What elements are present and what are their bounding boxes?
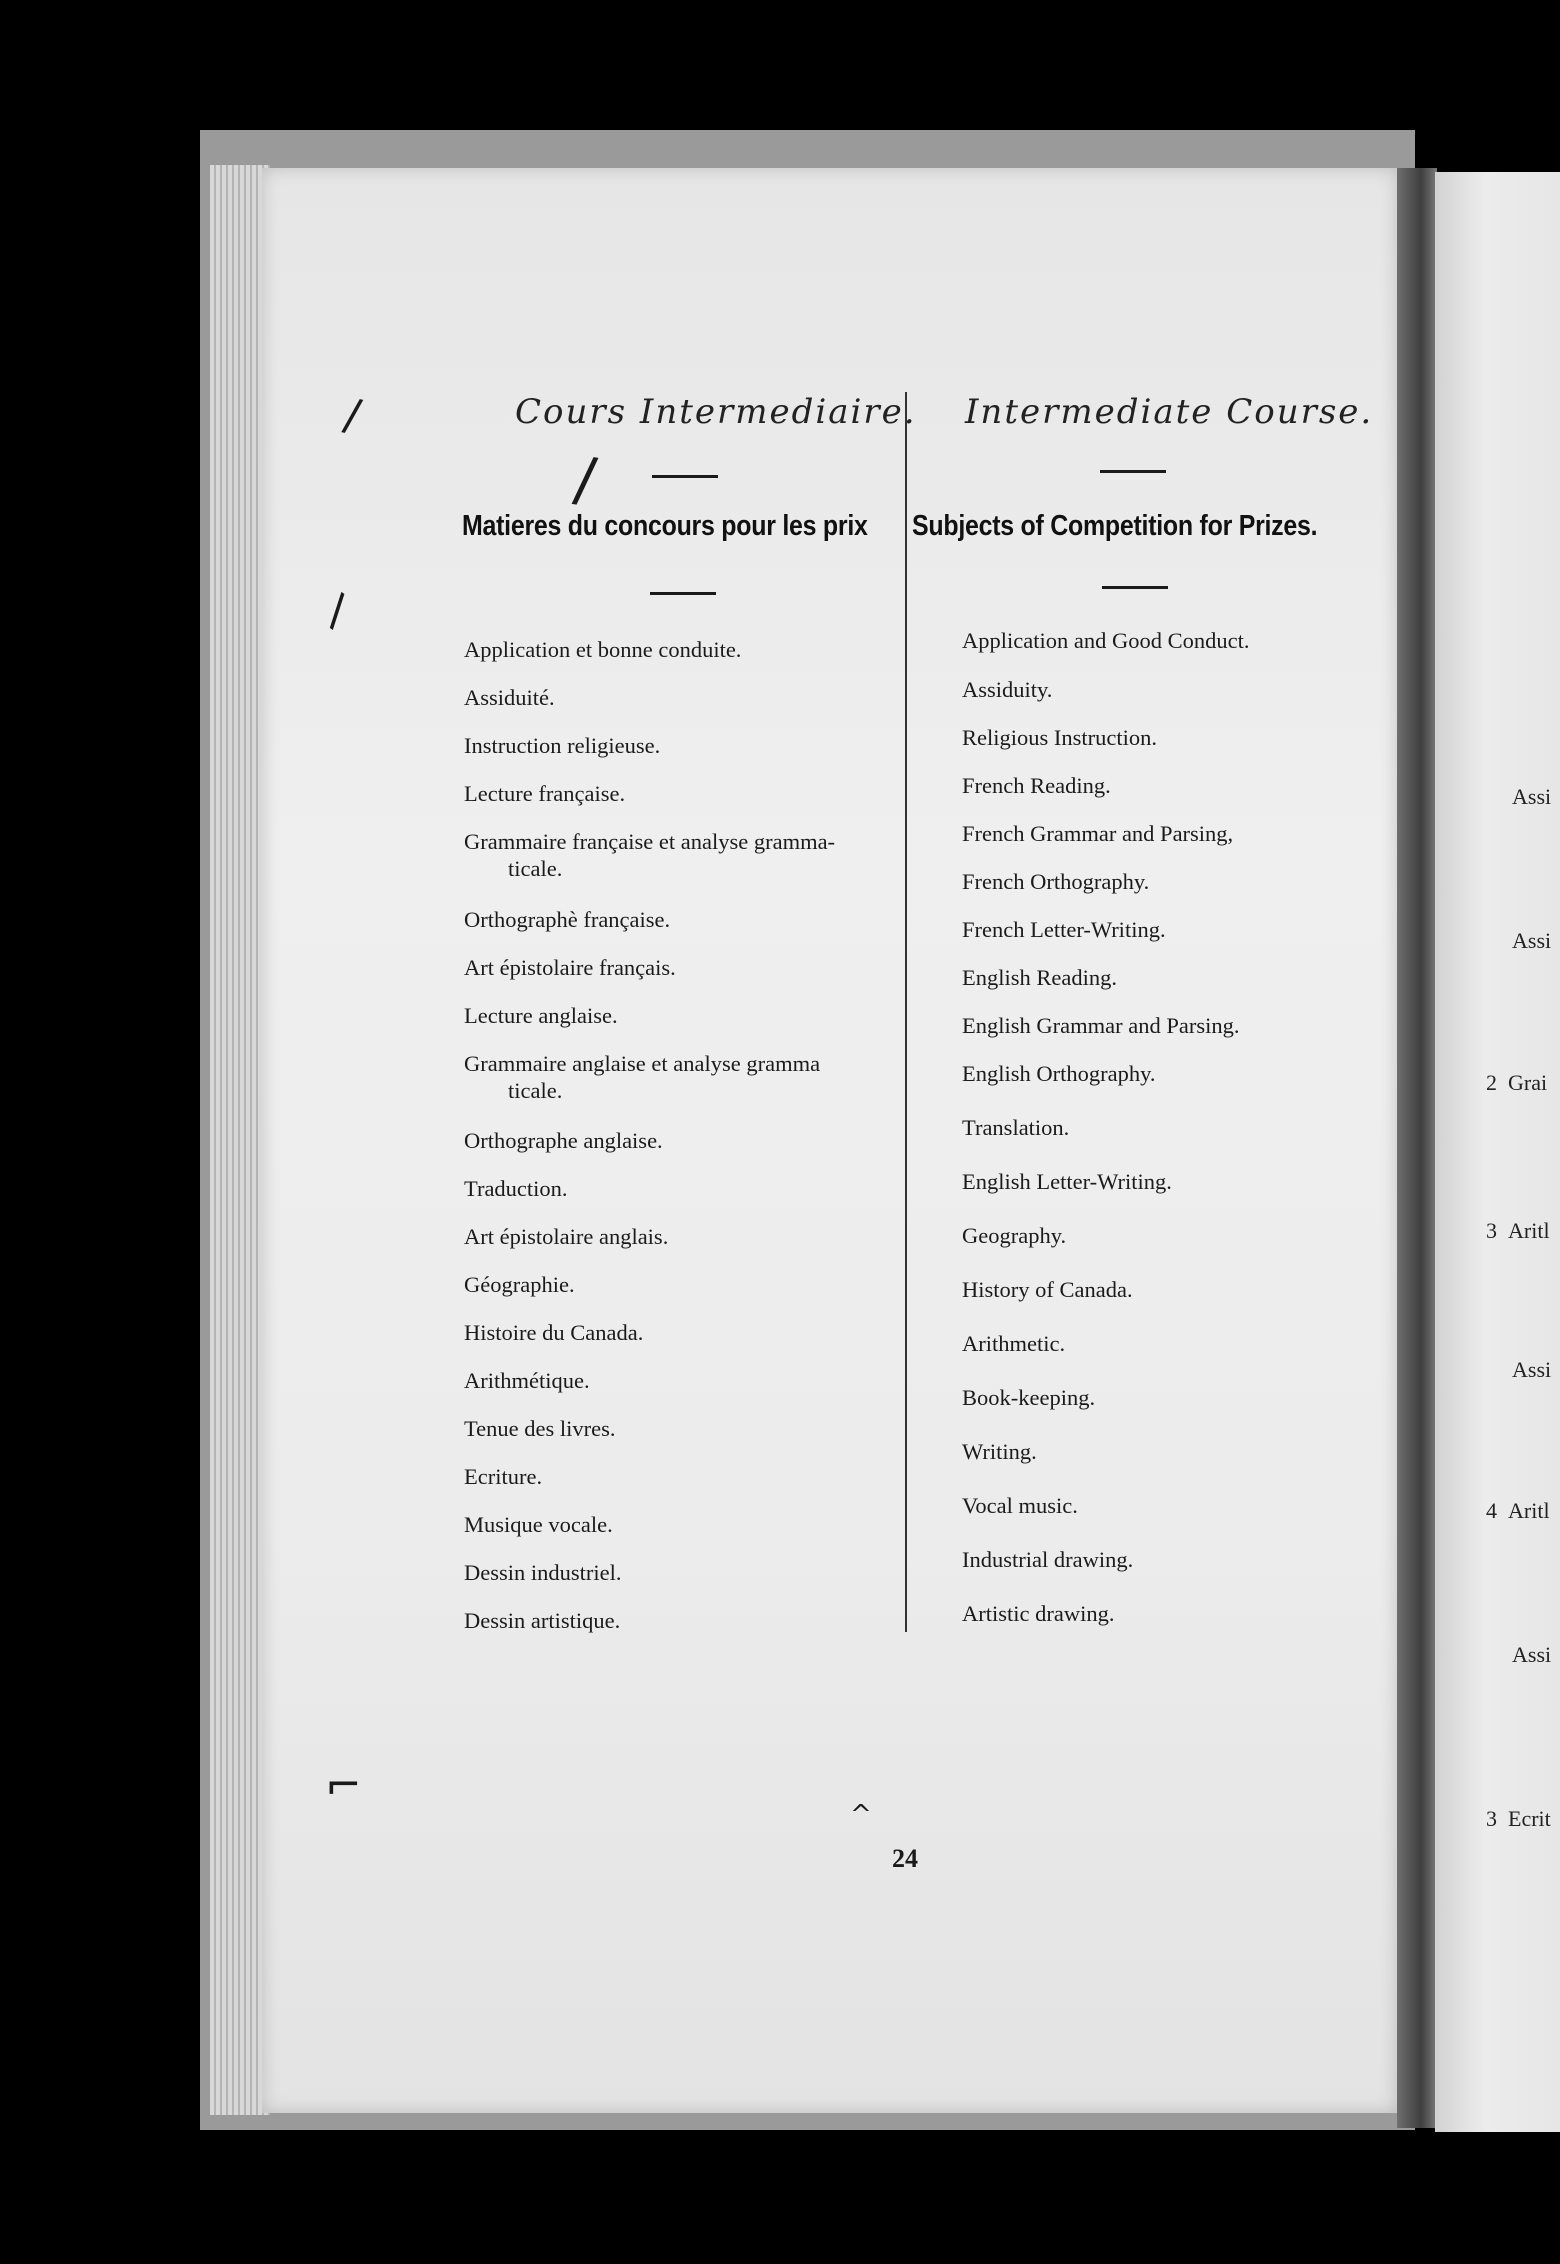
left-subject-line: Grammaire anglaise et analyse gramma — [464, 1051, 821, 1076]
right-column-heading: Subjects of Competition for Prizes. — [912, 510, 1318, 542]
right-subject-item: Artistic drawing. — [962, 1601, 1115, 1626]
page-stack-edges — [210, 165, 270, 2115]
left-subject-line: Grammaire française et analyse gramma- — [464, 829, 836, 854]
right-subject-item: Translation. — [962, 1115, 1070, 1140]
facing-page-line — [1486, 1806, 1560, 1832]
left-subject-item — [464, 906, 670, 933]
left-subject-line: Dessin industriel. — [464, 1560, 622, 1585]
stray-pencil-mark: / — [570, 443, 600, 517]
left-subject-item — [464, 1175, 568, 1202]
right-subject-item: Arithmetic. — [962, 1331, 1066, 1356]
left-subject-line: Assiduité. — [464, 685, 555, 710]
facing-page-line-text: Assi — [1512, 1357, 1552, 1382]
left-subject-line: Application et bonne conduite. — [464, 637, 742, 662]
right-subject-item: Industrial drawing. — [962, 1547, 1134, 1572]
facing-page-line — [1512, 1642, 1560, 1668]
facing-page-line-text: Ecrit — [1508, 1806, 1551, 1831]
left-subject-item — [464, 1050, 820, 1104]
right-subject-item: Geography. — [962, 1223, 1067, 1248]
right-subject-item: History of Canada. — [962, 1277, 1133, 1302]
left-subject-item — [464, 1127, 663, 1154]
left-subject-line: Art épistolaire français. — [464, 955, 676, 980]
right-subject-item: English Letter-Writing. — [962, 1169, 1172, 1194]
facing-page-line — [1512, 928, 1560, 954]
book-page — [262, 168, 1397, 2113]
right-bottom-rule — [1102, 586, 1168, 589]
left-column-title: Cours Intermediaire. — [515, 392, 917, 432]
left-subject-item — [464, 1367, 590, 1394]
right-subject-item: English Orthography. — [962, 1061, 1156, 1086]
right-subject-item: English Grammar and Parsing. — [962, 1013, 1240, 1038]
left-subject-line: Tenue des livres. — [464, 1416, 616, 1441]
facing-page-line — [1512, 1357, 1560, 1383]
right-subject-item: French Grammar and Parsing, — [962, 821, 1234, 846]
right-subject-item: English Reading. — [962, 965, 1117, 990]
right-subject-item: French Letter-Writing. — [962, 917, 1166, 942]
right-subject-item: Application and Good Conduct. — [962, 628, 1250, 653]
book-gutter — [1397, 168, 1437, 2128]
right-subject-item: Book-keeping. — [962, 1385, 1096, 1410]
right-subject-item: Vocal music. — [962, 1493, 1078, 1518]
right-subject-item: Assiduity. — [962, 677, 1053, 702]
left-subject-item — [464, 1223, 668, 1250]
facing-page-line — [1486, 1498, 1560, 1524]
left-subject-continuation: ticale. — [508, 1078, 563, 1103]
left-subject-line: Orthographè française. — [464, 907, 671, 932]
left-subject-item — [464, 1511, 613, 1538]
facing-page-line-text: Assi — [1512, 928, 1552, 953]
left-subject-item — [464, 1271, 575, 1298]
facing-page-line-number: 2 — [1486, 1070, 1497, 1095]
facing-page-line-number: 3 — [1486, 1806, 1497, 1831]
right-subject-item: Religious Instruction. — [962, 725, 1157, 750]
left-subject-item — [464, 1415, 616, 1442]
left-subject-line: Instruction religieuse. — [464, 733, 661, 758]
left-bottom-rule — [650, 592, 716, 595]
left-subject-item — [464, 780, 625, 807]
right-top-rule — [1100, 470, 1166, 473]
facing-page-line — [1486, 1218, 1560, 1244]
page-number: 24 — [892, 1844, 918, 1873]
right-subject-item: French Orthography. — [962, 869, 1150, 894]
left-top-rule — [652, 475, 718, 478]
facing-page-line-number: 3 — [1486, 1218, 1497, 1243]
right-subject-item: French Reading. — [962, 773, 1111, 798]
facing-page — [1435, 172, 1560, 2132]
facing-page-line — [1486, 1070, 1560, 1096]
left-subject-line: Orthographe anglaise. — [464, 1128, 663, 1153]
left-subject-item — [464, 1559, 622, 1586]
left-subject-item — [464, 1463, 542, 1490]
column-divider — [905, 392, 907, 1632]
facing-page-line-text: Aritl — [1508, 1498, 1550, 1523]
facing-page-line — [1512, 784, 1560, 810]
facing-page-line-text: Aritl — [1508, 1218, 1550, 1243]
left-subject-item — [464, 684, 555, 711]
facing-page-line-text: Assi — [1512, 784, 1552, 809]
left-subject-line: Histoire du Canada. — [464, 1320, 644, 1345]
left-subject-line: Lecture anglaise. — [464, 1003, 618, 1028]
left-subject-item — [464, 1607, 620, 1634]
left-subject-line: Ecriture. — [464, 1464, 543, 1489]
facing-page-line-text: Grai — [1508, 1070, 1548, 1095]
stray-pencil-mark: / — [339, 389, 365, 442]
left-subject-line: Musique vocale. — [464, 1512, 613, 1537]
right-subject-item: Writing. — [962, 1439, 1037, 1464]
left-subject-item — [464, 732, 660, 759]
left-subject-line: Lecture française. — [464, 781, 626, 806]
stray-ink-mark: ⌐ — [325, 1760, 362, 1811]
right-column-title: Intermediate Course. — [965, 392, 1374, 432]
left-column-heading: Matieres du concours pour les prix — [462, 510, 868, 542]
left-subject-line: Dessin artistique. — [464, 1608, 621, 1633]
left-subject-line: Arithmétique. — [464, 1368, 590, 1393]
stray-pencil-mark: \ — [316, 585, 359, 636]
stray-pencil-mark: ^ — [850, 1800, 872, 1830]
left-subject-item — [464, 636, 741, 663]
left-subject-continuation: ticale. — [508, 856, 563, 881]
left-subject-item — [464, 828, 835, 882]
left-subject-item — [464, 954, 676, 981]
left-subject-line: Géographie. — [464, 1272, 575, 1297]
facing-page-line-number: 4 — [1486, 1498, 1497, 1523]
left-subject-line: Traduction. — [464, 1176, 568, 1201]
facing-page-line-text: Assi — [1512, 1642, 1552, 1667]
left-subject-item — [464, 1002, 618, 1029]
left-subject-item — [464, 1319, 643, 1346]
left-subject-line: Art épistolaire anglais. — [464, 1224, 669, 1249]
